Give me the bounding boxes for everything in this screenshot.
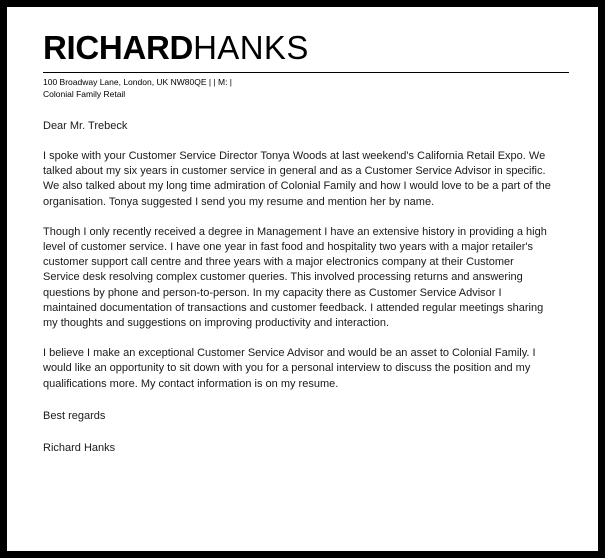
body-paragraph-1: I spoke with your Customer Service Director Tonya Woods at last weekend's California Retail Expo. We talked about my six years in customer service in general and as a Customer Service Advisor in specific. We also talked about my long time admiration of Colonial Family and how I would love to be a part of the organisation. Tonya suggested I send you my resume and mention her by name. [43,150,551,208]
name-last: HANKS [193,29,309,66]
header-divider [43,72,569,73]
body-paragraph-2: Though I only recently received a degree in Management I have an extensive history in providing a high level of customer service. I have one year in fast food and hospitality two years with a major retailer's customer support call centre and three years with a major electronics company at their Customer Service desk resolving complex customer queries. This involved processing returns and answering questions by phone and person-to-person. In my capacity there as Customer Service Advisor I maintained documentation of transactions and customer feedback. I attended regular meetings sharing my thoughts and suggestions on improving productivity and interaction. [43,225,547,330]
page-title [43,29,570,67]
contact-company-line: Colonial Family Retail [43,88,126,99]
salutation: Dear Mr. Trebeck [43,120,128,132]
letter-content [43,29,570,456]
document-page [7,7,598,551]
signature-name: Richard Hanks [43,441,116,454]
closing-line: Best regards [43,409,106,422]
contact-block [43,77,570,100]
body-paragraph-3: I believe I make an exceptional Customer Service Advisor and would be an asset to Colonial Family. I would like an opportunity to sit down with you for a personal interview to discuss the position and my qualifications more. My contact information is on my resume. [43,347,536,390]
contact-address-line: 100 Broadway Lane, London, UK NW80QE | | M: | [43,77,233,87]
name-first: RICHARD [43,29,194,66]
